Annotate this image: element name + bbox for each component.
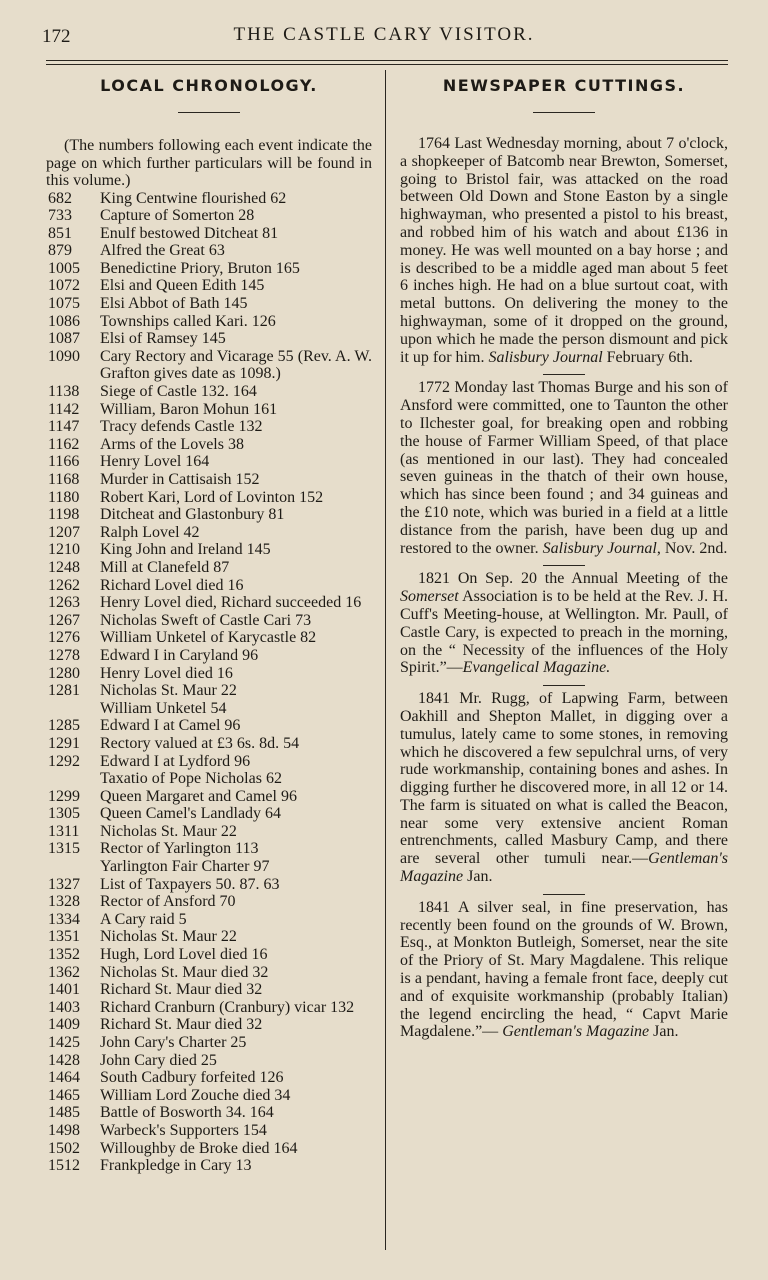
chronology-entry	[46, 506, 372, 524]
chronology-year: 1401	[48, 981, 80, 999]
chronology-entry	[46, 1052, 372, 1070]
chronology-event: Ralph Lovel 42	[100, 523, 200, 541]
chronology-year: 1162	[48, 435, 80, 453]
chronology-year: 1465	[48, 1086, 80, 1104]
chronology-event: Edward I in Caryland 96	[100, 646, 259, 664]
chronology-event: Richard Lovel died 16	[100, 576, 244, 594]
cutting-source: Gentleman's Magazine	[502, 1023, 650, 1041]
chronology-entry	[46, 1087, 372, 1105]
cutting-1764	[400, 135, 728, 366]
chronology-event: William, Baron Mohun 161	[100, 400, 278, 418]
cutting-text: A silver seal, in fine preservation, has recently been found on the grounds of W. Brown, Esq., at Monkton Butleigh, Somerset, near the site of the Priory of St. Mary Magdalene. This relique is a pendant, having a female front face, deeply cut and of exquisite workmanship (probably Italian) the legend encircling the head, “ Capvt Marie Magdalene.”—	[400, 898, 728, 1041]
chronology-year: 1328	[48, 893, 80, 911]
chronology-event: William Lord Zouche died 34	[100, 1086, 291, 1104]
chronology-entry	[46, 436, 372, 454]
chronology-entry	[46, 471, 372, 489]
chronology-year: 1086	[48, 312, 80, 330]
chronology-entry	[46, 1104, 372, 1122]
chronology-year: 1142	[48, 400, 80, 418]
chronology-year: 1280	[48, 664, 80, 682]
cutting-text: Monday last Thomas Burge and his son of Ansford were committed, one to Taunton the other to Ilchester goal, for breaking open and robbing the house of Farmer William Speed, of that place (as mentioned in our last). They had concealed seven guineas in the thatch of their own house, which has since been found ; and 34 guineas and the £10 note, which was buried in a field at a little distance from the parish, have been dug up and restored to the owner.	[400, 379, 729, 557]
chronology-entry	[46, 612, 372, 630]
chronology-year: 1428	[48, 1051, 80, 1069]
chronology-year: 1285	[48, 717, 80, 735]
newspaper-cuttings-title: NEWSPAPER CUTTINGS.	[442, 76, 686, 95]
chronology-event: Edward I at Camel 96	[100, 717, 241, 735]
chronology-entry	[46, 840, 372, 858]
chronology-year: 1075	[48, 295, 80, 313]
chronology-entry	[46, 277, 372, 295]
cutting-text: Last Wednesday morning, about 7 o'clock, a shopkeeper of Batcomb near Brewton, Somerset, going to Bristol fair, was attacked on the road between Old Down and Stone Easton by a single highwayman, who presented a pistol to his breast, and robbed him of his watch and about £136 in money. He was well mounted on a bay horse ; and is described to be a middle aged man about 5 feet 6 inches high. He had on a blue surtout coat, with metal buttons. On delivering the money to the highwayman, some of it dropped on the ground, upon which he made the person dismount and pick it up for him.	[400, 135, 729, 366]
chronology-year: 1403	[48, 998, 80, 1016]
chronology-year: 1005	[48, 259, 80, 277]
chronology-year: 1485	[48, 1104, 80, 1122]
chronology-year: 1248	[48, 558, 80, 576]
cutting-year: 1821	[418, 570, 450, 588]
chronology-year: 1292	[48, 752, 80, 770]
chronology-event: Siege of Castle 132. 164	[100, 383, 257, 401]
chronology-entry	[46, 594, 372, 612]
page-number: 172	[42, 26, 71, 47]
chronology-event: Henry Lovel died, Richard succeeded 16	[100, 594, 362, 612]
cutting-separator	[543, 565, 585, 566]
chronology-entry	[46, 383, 372, 401]
chronology-event: Nicholas St. Maur died 32	[100, 963, 269, 981]
chronology-event: Robert Kari, Lord of Lovinton 152	[100, 488, 324, 506]
chronology-year	[46, 700, 100, 718]
cutting-year: 1841	[418, 690, 450, 708]
chronology-year: 1352	[48, 946, 80, 964]
chronology-entry	[46, 876, 372, 894]
chronology-year: 1425	[48, 1034, 80, 1051]
chronology-year: 1311	[48, 822, 80, 840]
chronology-event: John Cary's Charter 25	[100, 1034, 247, 1051]
chronology-event: Frankpledge in Cary 13	[100, 1157, 252, 1175]
chronology-year	[46, 858, 100, 876]
chronology-entry	[46, 823, 372, 841]
chronology-entry	[46, 453, 372, 471]
chronology-event: Rectory valued at £3 6s. 8d. 54	[100, 734, 300, 752]
chronology-year: 1327	[48, 875, 80, 893]
local-chronology-title: LOCAL CHRONOLOGY.	[100, 76, 318, 95]
chronology-year: 1299	[48, 787, 80, 805]
chronology-year: 1276	[48, 629, 80, 647]
chronology-year: 1512	[48, 1157, 80, 1175]
chronology-event: Richard St. Maur died 32	[100, 981, 263, 999]
chronology-event: List of Taxpayers 50. 87. 63	[100, 875, 280, 893]
chronology-year: 1334	[48, 910, 80, 928]
chronology-event: South Cadbury forfeited 126	[100, 1069, 284, 1087]
chronology-event: Queen Camel's Landlady 64	[100, 805, 282, 823]
chronology-entry	[46, 225, 372, 243]
cutting-emphasis: Somerset	[400, 588, 459, 606]
chronology-year: 1166	[48, 453, 80, 471]
column-divider	[385, 70, 386, 1250]
chronology-event: Queen Margaret and Camel 96	[100, 787, 297, 805]
chronology-entry	[46, 1016, 372, 1034]
chronology-year: 1278	[48, 646, 80, 664]
chronology-event: Alfred the Great 63	[100, 242, 225, 260]
chronology-event: John Cary died 25	[100, 1051, 217, 1069]
chronology-entry	[46, 753, 372, 771]
chronology-entry	[46, 260, 372, 278]
newspaper-cuttings-column	[400, 72, 728, 1041]
chronology-entry	[46, 1034, 372, 1052]
chronology-entry	[46, 295, 372, 313]
cutting-source: Salisbury Journal	[488, 348, 603, 366]
title-rule	[533, 112, 595, 113]
cutting-date: February 6th.	[606, 348, 693, 366]
cutting-year: 1841	[418, 898, 450, 916]
chronology-event: Taxatio of Pope Nicholas 62	[100, 770, 282, 788]
chronology-event: Edward I at Lydford 96	[100, 752, 251, 770]
chronology-event: Murder in Cattisaish 152	[100, 471, 260, 488]
chronology-entry	[46, 858, 372, 876]
chronology-event: William Unketel 54	[100, 699, 227, 717]
chronology-event: Willoughby de Broke died 164	[100, 1139, 298, 1157]
chronology-entry	[46, 928, 372, 946]
cutting-separator	[543, 685, 585, 686]
chronology-entry	[46, 348, 372, 383]
chronology-year: 733	[48, 207, 72, 225]
chronology-year: 1210	[48, 541, 80, 559]
chronology-event: A Cary raid 5	[100, 910, 187, 928]
cutting-source: Evangelical Magazine.	[462, 659, 611, 677]
chronology-event: Rector of Yarlington 113	[100, 840, 259, 858]
chronology-entry	[46, 401, 372, 419]
cutting-1821	[400, 570, 728, 677]
chronology-entry	[46, 313, 372, 331]
chronology-year: 1351	[48, 928, 80, 946]
chronology-event: Richard St. Maur died 32	[100, 1016, 263, 1034]
chronology-year: 1207	[48, 523, 80, 541]
chronology-year: 1262	[48, 576, 80, 594]
cutting-separator	[543, 374, 585, 375]
chronology-entry	[46, 418, 372, 436]
chronology-entry	[46, 682, 372, 700]
chronology-year: 1362	[48, 963, 80, 981]
chronology-entry	[46, 717, 372, 735]
chronology-year: 1138	[48, 383, 80, 401]
chronology-event: Rector of Ansford 70	[100, 893, 236, 911]
cutting-date: , Nov. 2nd.	[656, 539, 728, 557]
chronology-event: Nicholas Sweft of Castle Cari 73	[100, 611, 312, 629]
chronology-entry	[46, 1069, 372, 1087]
chronology-entry	[46, 577, 372, 595]
chronology-year: 1409	[48, 1016, 80, 1034]
chronology-entry	[46, 330, 372, 348]
cutting-1772	[400, 379, 728, 557]
chronology-event: Henry Lovel 164	[100, 453, 210, 471]
chronology-entry	[46, 489, 372, 507]
chronology-event: Ditcheat and Glastonbury 81	[100, 506, 285, 524]
chronology-year: 682	[48, 189, 72, 207]
chronology-event: William Unketel of Karycastle 82	[100, 629, 317, 647]
cutting-source: Salisbury Journal	[542, 539, 657, 557]
chronology-entry	[46, 911, 372, 929]
cutting-text: Mr. Rugg, of Lapwing Farm, between Oakhill and Shepton Mallet, in digging over a tumulus, lately came to some stones, in removing which he discovered a few sepulchral urns, of very rude workmanship, containing bones and ashes. In digging further he discovered more, in all 12 or 14. The farm is situated on what is called the Beacon, near some very extensive ancient Roman entrenchments, called Masbury Camp, and there are several other tumuli near.—	[400, 690, 729, 868]
chronology-year: 1168	[48, 471, 80, 488]
chronology-year: 1498	[48, 1121, 80, 1139]
title-rule	[178, 112, 240, 113]
chronology-year: 1090	[48, 347, 80, 365]
chronology-year: 1147	[48, 418, 80, 436]
header-rule-thin	[46, 64, 728, 65]
chronology-entry	[46, 1157, 372, 1175]
chronology-event: King Centwine flourished 62	[100, 189, 287, 207]
chronology-intro: (The numbers following each event indicate the page on which further particulars will be found in this volume.)	[46, 137, 372, 189]
chronology-entry	[46, 541, 372, 559]
chronology-event: Benedictine Priory, Bruton 165	[100, 259, 300, 277]
chronology-entry	[46, 964, 372, 982]
chronology-event: Arms of the Lovels 38	[100, 435, 244, 453]
header-rule	[46, 60, 728, 61]
chronology-entry	[46, 893, 372, 911]
chronology-entry	[46, 1140, 372, 1158]
chronology-event: Richard Cranburn (Cranbury) vicar 132	[100, 998, 355, 1016]
chronology-entry	[46, 524, 372, 542]
chronology-entry	[46, 805, 372, 823]
chronology-entry	[46, 629, 372, 647]
chronology-entry	[46, 1122, 372, 1140]
chronology-entry	[46, 190, 372, 208]
cutting-text-before: On Sep. 20 the Annual Meeting of the	[457, 570, 729, 588]
chronology-event: Nicholas St. Maur 22	[100, 928, 237, 946]
cutting-1841-seal	[400, 899, 728, 1041]
chronology-entry	[46, 242, 372, 260]
chronology-list	[46, 190, 372, 1175]
chronology-event: Nicholas St. Maur 22	[100, 682, 237, 700]
chronology-event: Nicholas St. Maur 22	[100, 822, 237, 840]
chronology-year: 1087	[48, 330, 80, 348]
chronology-event: King John and Ireland 145	[100, 541, 271, 559]
chronology-entry	[46, 700, 372, 718]
chronology-event: Elsi and Queen Edith 145	[100, 277, 265, 295]
chronology-event: Capture of Somerton 28	[100, 207, 255, 225]
chronology-year: 1305	[48, 805, 80, 823]
chronology-entry	[46, 981, 372, 999]
chronology-event: Elsi of Ramsey 145	[100, 330, 226, 348]
chronology-entry	[46, 207, 372, 225]
local-chronology-column	[46, 72, 372, 1175]
chronology-entry	[46, 788, 372, 806]
chronology-event: Battle of Bosworth 34. 164	[100, 1104, 274, 1122]
chronology-year: 1263	[48, 594, 80, 612]
chronology-year: 1502	[48, 1139, 80, 1157]
cutting-source: Gentleman's Magazine	[400, 850, 728, 886]
chronology-year: 1464	[48, 1069, 80, 1087]
chronology-event: Enulf bestowed Ditcheat 81	[100, 224, 279, 242]
chronology-entry	[46, 559, 372, 577]
chronology-event: Mill at Clanefeld 87	[100, 558, 230, 576]
chronology-year	[46, 770, 100, 788]
running-title: THE CASTLE CARY VISITOR.	[233, 24, 535, 45]
cutting-1841-rugg	[400, 690, 728, 886]
cutting-year: 1764	[418, 135, 450, 152]
chronology-entry	[46, 665, 372, 683]
chronology-event: Tracy defends Castle 132	[100, 418, 263, 436]
chronology-entry	[46, 647, 372, 665]
chronology-year: 851	[48, 224, 72, 242]
chronology-entry	[46, 999, 372, 1017]
chronology-entry	[46, 770, 372, 788]
chronology-entry	[46, 946, 372, 964]
chronology-year: 1291	[48, 734, 80, 752]
chronology-event: Yarlington Fair Charter 97	[100, 858, 270, 876]
chronology-event: Warbeck's Supporters 154	[100, 1121, 267, 1139]
chronology-event: Cary Rectory and Vicarage 55 (Rev. A. W. Grafton gives date as 1098.)	[100, 347, 372, 383]
chronology-entry	[46, 735, 372, 753]
cutting-year: 1772	[418, 379, 450, 397]
chronology-year: 1072	[48, 277, 80, 295]
chronology-year: 1180	[48, 488, 80, 506]
chronology-event: Henry Lovel died 16	[100, 664, 233, 682]
chronology-event: Hugh, Lord Lovel died 16	[100, 946, 268, 964]
cutting-date: Jan.	[467, 868, 493, 886]
chronology-year: 879	[48, 242, 72, 260]
chronology-event: Townships called Kari. 126	[100, 312, 276, 330]
chronology-year: 1198	[48, 506, 80, 524]
chronology-event: Elsi Abbot of Bath 145	[100, 295, 248, 313]
cutting-text: Association is to be held at the Rev. J. H. Cuff's Meeting-house, at Wellington. Mr. Paull, of Castle Cary, is expected to preach in the morning, on the “ Necessity of the influences of the Holy Spirit.”—	[400, 588, 728, 677]
cutting-date: Jan.	[653, 1023, 679, 1041]
chronology-year: 1267	[48, 611, 80, 629]
chronology-year: 1315	[48, 840, 80, 858]
chronology-year: 1281	[48, 682, 80, 700]
cutting-separator	[543, 894, 585, 895]
